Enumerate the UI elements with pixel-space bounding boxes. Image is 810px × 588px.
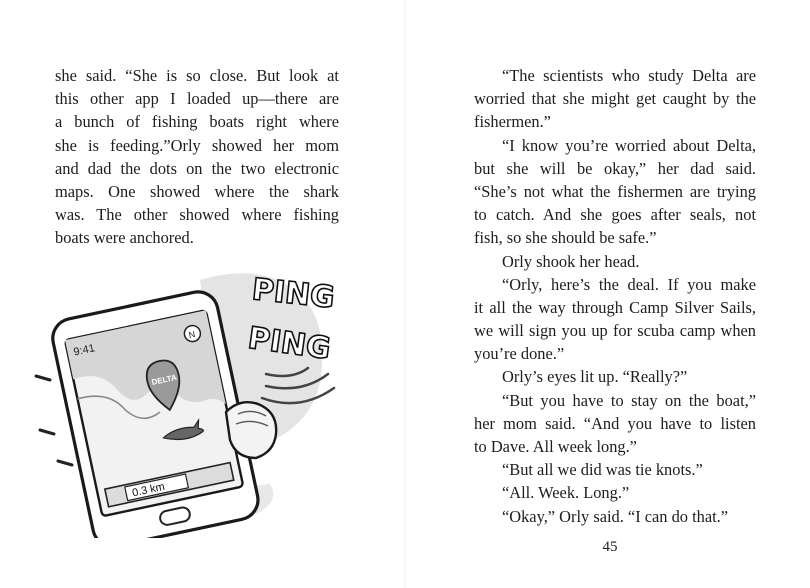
page-gutter — [404, 0, 406, 588]
map-pin-label: DELTA — [150, 372, 178, 387]
phone-clock: 9:41 — [72, 342, 96, 359]
text-line: she said. “She is so close. But look at — [55, 66, 339, 85]
text-line: “The scientists who study Delta are — [502, 66, 756, 85]
page-number: 45 — [602, 539, 618, 555]
text-line: “She’s not what the fishermen are trying — [474, 181, 756, 201]
phone-illustration — [30, 262, 350, 538]
text-line: and dad the dots on the two electronic — [55, 158, 339, 178]
text-line: her mom said. “And you have to listen — [474, 413, 756, 433]
text-line: “I know you’re worried about Delta, — [502, 135, 756, 155]
text-line: it all the way through Camp Silver Sails, — [474, 297, 756, 317]
text-line: fish, so she should be safe.” — [474, 228, 657, 248]
text-line: fishermen.” — [474, 112, 551, 132]
sound-effect-ping: PING — [245, 320, 333, 367]
text-line: “Orly, here’s the deal. If you make — [502, 274, 756, 294]
text-line: worried that she might get caught by the — [474, 89, 756, 109]
text-line: a bunch of fishing boats right where — [55, 112, 339, 132]
text-line: “All. Week. Long.” — [502, 483, 630, 503]
text-line: “But all we did was tie knots.” — [502, 460, 703, 480]
text-line: but she will be okay,” her dad said. — [474, 158, 756, 178]
text-line: Orly’s eyes lit up. “Really?” — [502, 367, 688, 387]
sound-effect-ping: PING — [250, 272, 337, 316]
text-line: this other app I loaded up—there are — [55, 89, 339, 109]
text-line: she is feeding.”Orly showed her mom — [55, 135, 339, 155]
distance-readout: 0.3 km — [131, 480, 166, 500]
compass-label: N — [187, 329, 197, 341]
text-line: “Okay,” Orly said. “I can do that.” — [502, 506, 729, 526]
right-page-text — [474, 64, 756, 528]
text-line: Orly shook her head. — [502, 251, 640, 271]
text-line: “But you have to stay on the boat,” — [502, 390, 756, 410]
text-line: maps. One showed where the shark — [55, 181, 339, 201]
text-line: you’re done.” — [474, 344, 565, 364]
text-line: we will sign you up for scuba camp when — [474, 321, 756, 341]
left-page-text — [55, 64, 339, 250]
text-line: to Dave. All week long.” — [474, 437, 637, 456]
text-line: boats were anchored. — [55, 228, 194, 248]
text-line: to catch. And she goes after seals, not — [474, 205, 756, 225]
text-line: was. The other showed where fishing — [55, 205, 339, 225]
